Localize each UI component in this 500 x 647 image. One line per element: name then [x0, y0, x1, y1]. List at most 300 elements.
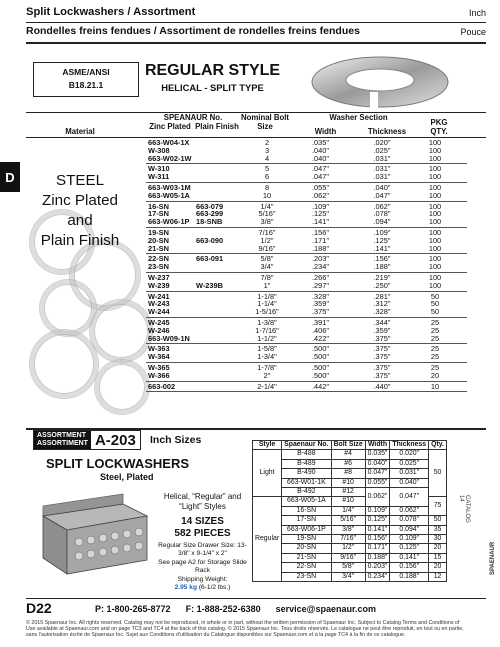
table-cell: 17-SN	[148, 209, 169, 219]
qty-cell: 15	[429, 553, 447, 562]
table-row	[146, 274, 467, 282]
table-cell: 663-W05-1A	[282, 497, 331, 506]
unit-label: Inch	[468, 8, 486, 18]
table-cell: 25	[430, 333, 440, 343]
table-cell: 0.171"	[365, 544, 390, 553]
product-subtitle: HELICAL - SPLIT TYPE	[161, 82, 264, 93]
table-cell: 23-SN	[148, 262, 169, 272]
table-cell	[196, 327, 242, 335]
table-cell: .359"	[311, 299, 329, 309]
assortment-box-image	[35, 486, 150, 581]
table-cell: 21-SN	[282, 553, 331, 562]
table-cell: 7/16"	[258, 227, 276, 237]
table-row	[146, 255, 467, 263]
table-cell: .078"	[373, 209, 391, 219]
table-cell: 25	[430, 352, 440, 362]
table-cell: 25	[430, 362, 440, 372]
table-cell: .031"	[373, 172, 391, 182]
table-cell: 1-1/8"	[257, 291, 277, 301]
table-cell: 663-W02-1W	[148, 153, 192, 163]
qty-cell: 35	[429, 525, 447, 534]
row-group	[146, 254, 467, 273]
table-cell: 5/8"	[260, 254, 274, 264]
table-row	[146, 282, 467, 290]
washer-graphic	[40, 280, 96, 336]
table-cell: 1-5/8"	[257, 344, 277, 354]
shipping-weight: 2.95 kg	[174, 584, 197, 591]
table-cell: .442"	[311, 381, 329, 391]
table-cell: 663-299	[196, 209, 224, 219]
table-cell: .375"	[373, 352, 391, 362]
assortment-title: SPLIT LOCKWASHERS	[46, 456, 190, 471]
header-rule	[26, 42, 486, 44]
table-cell	[196, 364, 242, 372]
table-cell: 0.047"	[365, 469, 390, 478]
table-row	[253, 516, 447, 525]
table-cell: 0.125"	[390, 544, 429, 553]
table-cell: .422"	[311, 333, 329, 343]
table-cell: #4	[331, 450, 365, 459]
table-cell: 0.188"	[390, 572, 429, 581]
table-cell: 20	[430, 370, 440, 380]
table-cell	[196, 319, 242, 327]
table-cell	[196, 335, 242, 343]
table-row	[253, 478, 447, 487]
washer-graphic	[90, 300, 152, 362]
table-cell: 1-3/4"	[257, 352, 277, 362]
table-cell: .020"	[373, 138, 391, 147]
table-cell: 0.141"	[390, 553, 429, 562]
table-cell: 20-SN	[282, 544, 331, 553]
table-cell	[196, 293, 242, 301]
table-cell: 2-1/4"	[257, 381, 277, 391]
table-cell: .125"	[373, 235, 391, 245]
table-row	[146, 383, 467, 391]
table-cell: .047"	[311, 164, 329, 174]
table-cell: 7/8"	[260, 272, 274, 282]
table-cell	[196, 165, 242, 173]
assortment-label-fr: ASSORTIMENT	[37, 440, 88, 447]
col-width: Width	[314, 127, 337, 136]
table-cell: 663-090	[196, 235, 224, 245]
assortment-label	[34, 431, 91, 449]
standard-line2: B18.21.1	[68, 80, 104, 90]
standard-line1: ASME/ANSI	[62, 67, 110, 77]
table-cell: 0.035"	[365, 450, 390, 459]
table-cell: .500"	[311, 370, 329, 380]
table-cell: B-489	[282, 459, 331, 468]
table-cell: 25	[430, 344, 440, 354]
table-cell: 100	[428, 254, 442, 264]
shipping-label: Shipping Weight:	[177, 576, 228, 583]
table-cell	[196, 308, 242, 316]
table-cell: .141"	[373, 243, 391, 253]
table-cell: 5	[264, 164, 270, 174]
table-cell: 9/16"	[331, 553, 365, 562]
table-cell: 0.047"	[390, 488, 429, 507]
table-cell: 0.109"	[365, 506, 390, 515]
row-group	[146, 202, 467, 228]
table-cell: 100	[428, 164, 442, 174]
assort-header: Width	[365, 441, 390, 450]
table-cell: 100	[428, 272, 442, 282]
table-cell: 3/8"	[331, 525, 365, 534]
table-row	[253, 544, 447, 553]
table-cell: 3/4"	[331, 572, 365, 581]
material-line4: Plain Finish	[40, 232, 120, 249]
table-row	[146, 218, 467, 226]
unit-label-fr: Pouce	[460, 27, 486, 37]
assortment-table	[252, 440, 447, 582]
table-row	[146, 300, 467, 308]
table-cell: W-245	[148, 317, 170, 327]
page-code: D22	[26, 600, 52, 616]
table-cell: 50	[430, 291, 440, 301]
table-cell: 22-SN	[282, 563, 331, 572]
table-cell: 5/8"	[331, 563, 365, 572]
material-line3: and	[67, 212, 93, 229]
table-cell: 100	[428, 172, 442, 182]
table-cell: 100	[428, 227, 442, 237]
row-group	[146, 344, 467, 363]
assort-header: Qty.	[429, 441, 447, 450]
row-group	[146, 228, 467, 254]
assort-header: Spaenaur No.	[282, 441, 331, 450]
table-cell: 0.156"	[365, 535, 390, 544]
table-cell: 2	[264, 138, 270, 147]
table-cell: .040"	[311, 145, 329, 155]
col-thickness: Thickness	[367, 127, 407, 136]
table-cell	[196, 173, 242, 181]
table-cell: 0.040"	[365, 459, 390, 468]
table-cell: 10	[262, 190, 272, 200]
assort-header: Bolt Size	[331, 441, 365, 450]
row-group	[146, 164, 467, 183]
table-cell: 100	[428, 243, 442, 253]
table-row	[253, 488, 447, 497]
table-cell: 3/4"	[260, 262, 274, 272]
qty-cell: 75	[429, 497, 447, 516]
table-cell: B-488	[282, 450, 331, 459]
table-row	[253, 563, 447, 572]
table-cell: #8	[331, 469, 365, 478]
table-cell: 1-1/2"	[257, 333, 277, 343]
table-cell: .297"	[311, 280, 329, 290]
qty-cell: 12	[429, 572, 447, 581]
table-cell: 1/2"	[331, 544, 365, 553]
contact-line	[95, 604, 376, 614]
table-row	[253, 525, 447, 534]
lockwasher-image	[300, 50, 460, 112]
qty-cell: 50	[429, 516, 447, 525]
row-group	[146, 183, 467, 202]
style-cell: Light	[253, 450, 282, 497]
table-cell	[196, 147, 242, 155]
table-cell: 1-7/8"	[257, 362, 277, 372]
table-cell: .500"	[311, 352, 329, 362]
table-cell: W-244	[148, 307, 170, 317]
table-cell: 1/2"	[260, 235, 274, 245]
qty-cell: 30	[429, 535, 447, 544]
table-cell: 3	[264, 145, 270, 155]
row-group	[146, 292, 467, 318]
table-cell: .500"	[311, 362, 329, 372]
col-washer-section: Washer Section	[329, 113, 388, 122]
table-cell: 0.078"	[390, 516, 429, 525]
table-cell: 1-7/16"	[255, 325, 279, 335]
table-cell: .040"	[373, 182, 391, 192]
table-cell: 6	[264, 172, 270, 182]
table-cell: .047"	[373, 190, 391, 200]
table-cell	[196, 372, 242, 380]
table-cell: 0.234"	[365, 572, 390, 581]
table-cell: .188"	[373, 262, 391, 272]
qty-cell: 50	[429, 450, 447, 497]
table-cell: 7/16"	[331, 535, 365, 544]
table-row	[253, 450, 447, 459]
assortment-see-page: See page A2 for Storage Slide Rack	[158, 559, 247, 574]
table-cell: 50	[430, 307, 440, 317]
assortment-label-en: ASSORTMENT	[37, 432, 86, 439]
table-cell: .500"	[311, 344, 329, 354]
table-cell: W-365	[148, 362, 170, 372]
washer-graphic	[95, 360, 149, 414]
table-cell	[196, 245, 242, 253]
table-cell	[196, 353, 242, 361]
table-row	[146, 229, 467, 237]
table-cell: .219"	[373, 272, 391, 282]
table-cell: 22-SN	[148, 254, 169, 264]
table-cell: 100	[428, 145, 442, 155]
table-row	[146, 237, 467, 245]
table-cell: .125"	[311, 209, 329, 219]
table-cell: .062"	[311, 190, 329, 200]
table-cell: 0.141"	[365, 525, 390, 534]
table-cell: .040"	[311, 153, 329, 163]
email-link[interactable]: service@spaenaur.com	[275, 604, 376, 614]
table-row	[146, 335, 467, 343]
table-cell: 1/4"	[260, 201, 274, 211]
table-cell: 100	[428, 262, 442, 272]
table-cell: .328"	[373, 307, 391, 317]
table-cell: 1/4"	[331, 506, 365, 515]
row-group	[146, 382, 467, 393]
table-row	[253, 572, 447, 581]
table-row	[146, 345, 467, 353]
qty-cell: 20	[429, 563, 447, 572]
spec-table	[146, 138, 467, 392]
side-catalog-text: CATALOG 14	[458, 495, 470, 523]
table-cell: B-490	[282, 469, 331, 478]
table-cell: .328"	[311, 291, 329, 301]
table-cell	[196, 155, 242, 163]
table-cell: 663-W05-1A	[148, 190, 190, 200]
inch-sizes-label: Inch Sizes	[150, 434, 202, 446]
table-cell	[196, 383, 242, 391]
table-cell: 663-W09-1N	[148, 333, 190, 343]
table-cell: 3/8"	[260, 217, 274, 227]
table-cell: 0.062"	[390, 506, 429, 515]
table-cell: .055"	[311, 182, 329, 192]
table-cell: W-246	[148, 325, 170, 335]
table-row	[253, 459, 447, 468]
table-row	[146, 139, 467, 147]
table-cell: .266"	[311, 272, 329, 282]
table-cell: 20-SN	[148, 235, 169, 245]
table-cell: .031"	[373, 153, 391, 163]
table-cell: .375"	[373, 333, 391, 343]
table-cell: 0.031"	[390, 469, 429, 478]
phone-text: P: 1-800-265-8772	[95, 604, 171, 614]
table-cell: 0.109"	[390, 535, 429, 544]
table-cell: 0.094"	[390, 525, 429, 534]
table-cell	[196, 192, 242, 200]
table-row	[146, 210, 467, 218]
table-cell: 50	[430, 299, 440, 309]
table-cell: .234"	[311, 262, 329, 272]
table-cell: 4	[264, 153, 270, 163]
page-title: Split Lockwashers / Assortment	[26, 6, 196, 18]
table-row	[146, 372, 467, 380]
table-cell: 25	[430, 317, 440, 327]
table-cell: .375"	[373, 362, 391, 372]
table-cell: .203"	[311, 254, 329, 264]
table-cell	[196, 139, 242, 147]
assortment-badge	[33, 430, 141, 450]
table-cell: 100	[428, 217, 442, 227]
table-cell: 663-W01-1K	[282, 478, 331, 487]
washer-graphic	[30, 330, 98, 398]
table-cell: 5/16"	[258, 209, 276, 219]
table-cell: 10	[430, 381, 440, 391]
side-brand-text: SPAENAUR	[490, 541, 496, 575]
col-material: Material	[65, 127, 95, 136]
table-cell: 100	[428, 201, 442, 211]
table-cell: 16-SN	[148, 201, 169, 211]
table-cell: 0.062"	[365, 488, 390, 507]
table-cell: 663-W06-1P	[282, 525, 331, 534]
table-cell: .156"	[311, 227, 329, 237]
table-row	[146, 184, 467, 192]
table-row	[146, 155, 467, 163]
table-cell: .375"	[311, 307, 329, 317]
table-cell: .109"	[373, 227, 391, 237]
row-group	[146, 273, 467, 292]
table-cell: W-237	[148, 272, 170, 282]
table-row	[146, 147, 467, 155]
table-cell: W-311	[148, 172, 170, 182]
table-cell: 100	[428, 182, 442, 192]
table-cell: 0.025"	[390, 459, 429, 468]
table-row	[253, 535, 447, 544]
table-row	[146, 245, 467, 253]
table-cell: 663-W06-1P	[148, 217, 190, 227]
table-cell: 25	[430, 325, 440, 335]
table-cell: W-363	[148, 344, 170, 354]
table-cell	[196, 300, 242, 308]
assortment-pieces: 582 PIECES	[174, 528, 231, 539]
table-cell: 100	[428, 153, 442, 163]
qty-cell: 20	[429, 544, 447, 553]
table-cell: 1-3/8"	[257, 317, 277, 327]
table-cell: .281"	[373, 291, 391, 301]
table-cell: 17-SN	[282, 516, 331, 525]
table-cell: 0.020"	[390, 450, 429, 459]
table-cell: .109"	[311, 201, 329, 211]
table-cell: 100	[428, 235, 442, 245]
table-row	[146, 364, 467, 372]
row-group	[146, 138, 467, 164]
table-cell: #12	[331, 488, 365, 497]
page-title-fr: Rondelles freins fendues / Assortiment de rondelles freins fendues	[26, 25, 360, 37]
material-line1: STEEL	[55, 172, 105, 189]
table-cell: 663-091	[196, 254, 224, 264]
table-cell: 663-079	[196, 201, 224, 211]
table-row	[253, 469, 447, 478]
row-group	[146, 318, 467, 344]
table-cell: .025"	[373, 145, 391, 155]
section-tab[interactable]: D	[0, 162, 20, 192]
table-cell: .344"	[373, 317, 391, 327]
fine-print: © 2015 Spaenaur Inc. All rights reserved. Catalog may not be reproduced, in whole or in part, without the written permission of Spaenaur Inc. Subject to Catalog Terms and Conditions of Use available at Spaenaur.com and on page TC3 and TC4 at the back of this catalog. © 2015 Spaenaur Inc. Tous droits réservés. Le catalogue ne peut être reproduit, en tout ou en partie, sans l'autorisation écrite de Spaenaur Inc. Sujet aux Conditions d'utilisation du Catalogue disponibles sur Spaenaur.com et à la page TC4 à la fin de ce catalogue.	[26, 620, 464, 639]
table-row	[146, 353, 467, 361]
table-cell: 16-SN	[282, 506, 331, 515]
table-cell: B-492	[282, 488, 331, 497]
col-bolt-size: Nominal Bolt Size	[240, 113, 290, 132]
col-spaenaur-no: SPEANAUR No.	[163, 113, 223, 122]
table-cell	[196, 184, 242, 192]
table-cell: 2"	[263, 370, 271, 380]
table-cell: 0.040"	[390, 478, 429, 487]
table-cell: 0.055"	[365, 478, 390, 487]
table-cell: W-366	[148, 370, 170, 380]
table-cell: 100	[428, 280, 442, 290]
standard-box	[33, 62, 139, 97]
table-cell: .375"	[373, 370, 391, 380]
table-cell: W-241	[148, 291, 170, 301]
material-line2: Zinc Plated	[42, 192, 118, 209]
table-cell: 23-SN	[282, 572, 331, 581]
table-cell: #10	[331, 478, 365, 487]
table-cell: .359"	[373, 325, 391, 335]
fax-text: F: 1-888-252-6380	[185, 604, 261, 614]
table-cell: 19-SN	[282, 535, 331, 544]
table-cell: 663-W03-1M	[148, 182, 191, 192]
table-row	[146, 319, 467, 327]
table-cell: 18-SNB	[196, 217, 223, 227]
table-row	[146, 173, 467, 181]
table-cell: 19-SN	[148, 227, 169, 237]
table-cell: .062"	[373, 201, 391, 211]
product-title: REGULAR STYLE	[144, 62, 281, 79]
table-cell: 0.188"	[365, 553, 390, 562]
table-cell: 663-W04-1X	[148, 138, 190, 147]
table-row	[253, 553, 447, 562]
table-cell: .312"	[373, 299, 391, 309]
assortment-drawer: Regular Size Drawer Size: 13-3/8" x 9-1/4" x 2"	[158, 542, 247, 557]
table-cell: .391"	[311, 317, 329, 327]
table-row	[146, 263, 467, 271]
material-text	[30, 171, 130, 251]
table-cell: 100	[428, 138, 442, 147]
table-cell: 5/16"	[331, 516, 365, 525]
style-cell: Regular	[253, 497, 282, 582]
table-row	[146, 293, 467, 301]
table-cell: W-243	[148, 299, 170, 309]
table-cell: .171"	[311, 235, 329, 245]
table-cell: #10	[331, 497, 365, 506]
table-cell: W-364	[148, 352, 170, 362]
